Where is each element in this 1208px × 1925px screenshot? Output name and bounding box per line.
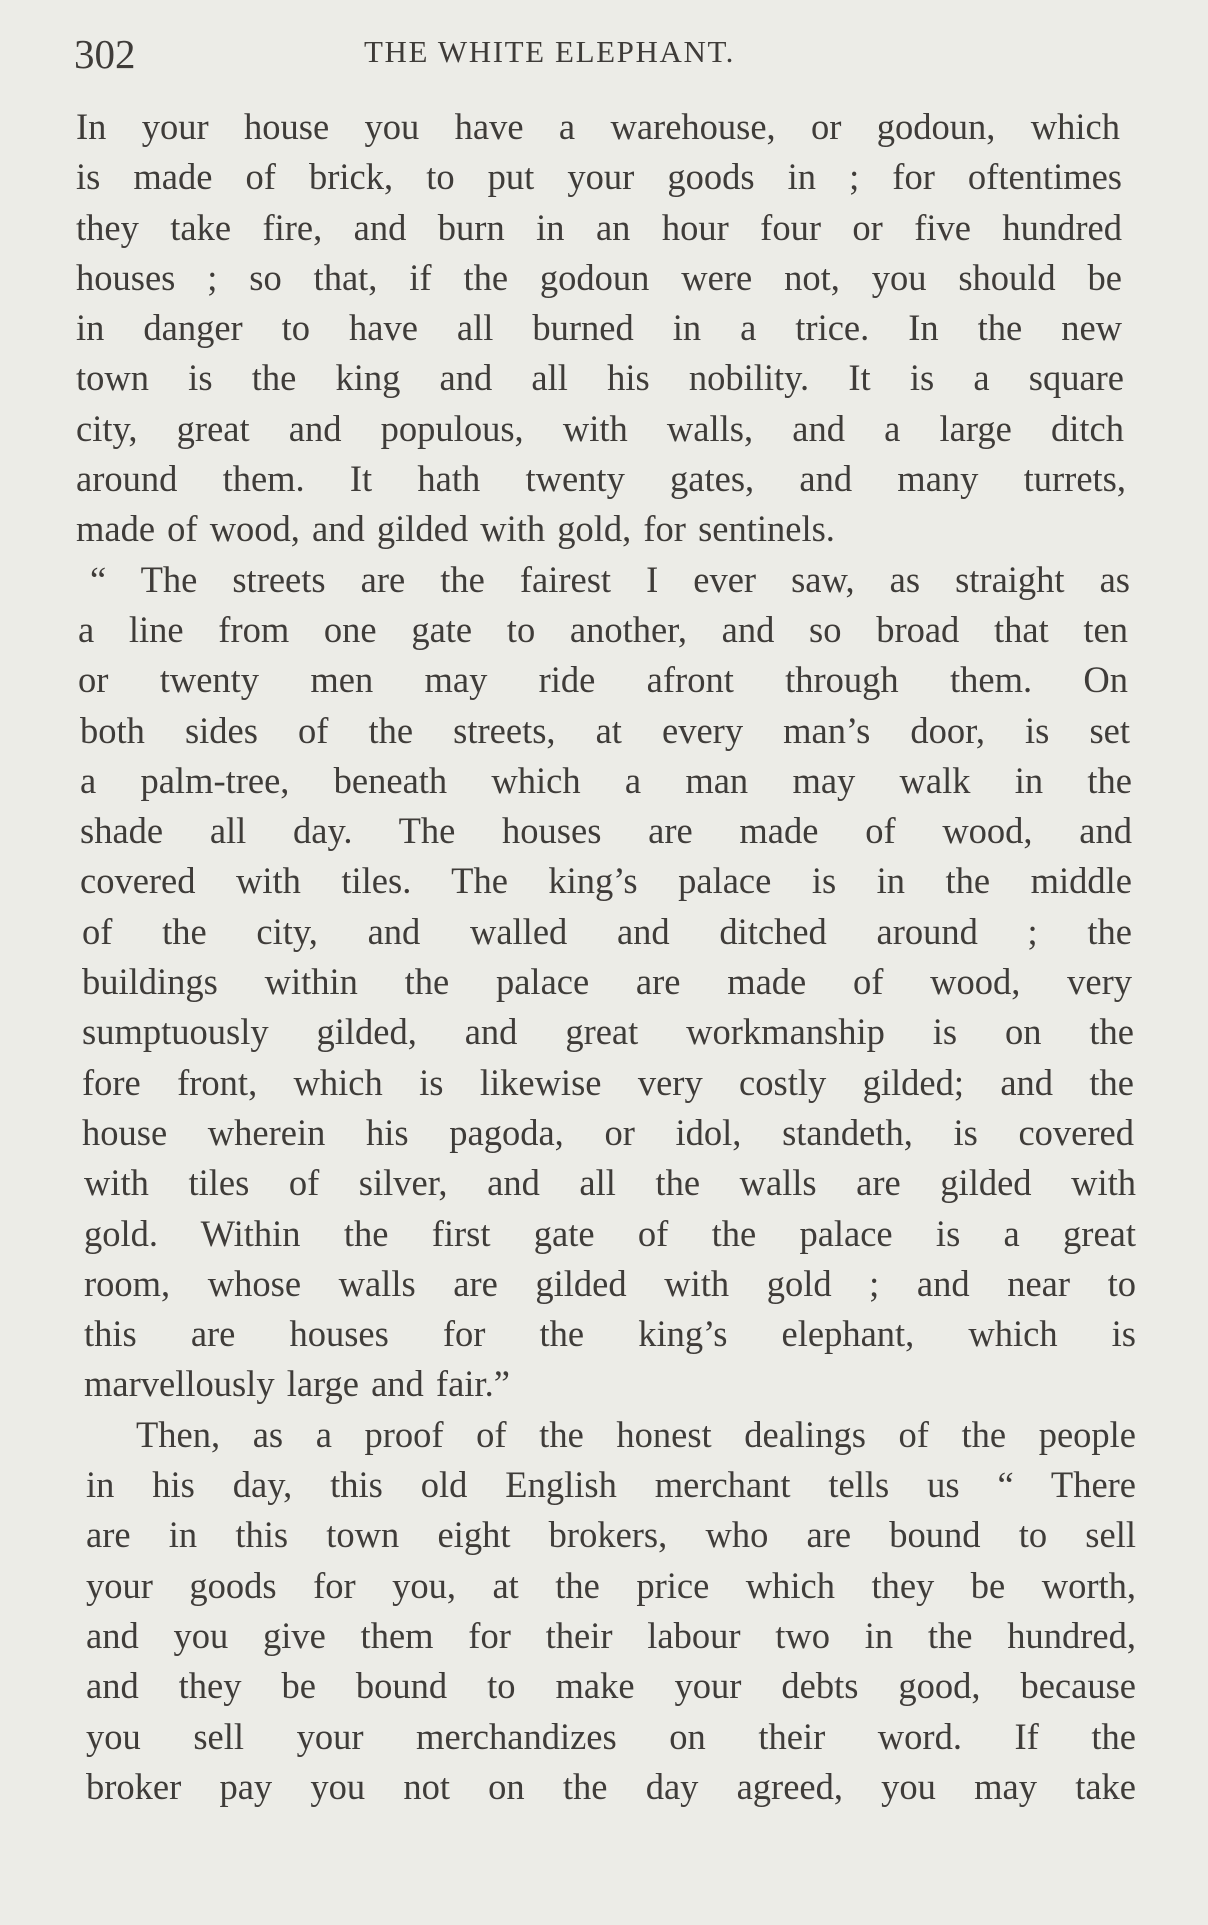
- running-title: THE WHITE ELEPHANT.: [364, 34, 736, 69]
- text-line: marvellously large and fair.”: [84, 1363, 510, 1405]
- text-line: of the city, and walled and ditched around ; the: [82, 910, 1132, 952]
- text-line: Then, as a proof of the honest dealings of the people: [136, 1413, 1136, 1455]
- text-line: and they be bound to make your debts good, because: [86, 1665, 1136, 1707]
- text-line: around them. It hath twenty gates, and many turrets,: [76, 458, 1126, 500]
- text-line: are in this town eight brokers, who are bound to sell: [86, 1514, 1136, 1556]
- text-line: buildings within the palace are made of wood, very: [82, 961, 1132, 1003]
- text-line: they take fire, and burn in an hour four or five hundred: [76, 206, 1122, 248]
- text-line: both sides of the streets, at every man’s door, is set: [80, 709, 1130, 751]
- text-line: town is the king and all his nobility. It is a square: [76, 357, 1124, 399]
- page-number: 302: [74, 31, 136, 77]
- text-line: fore front, which is likewise very costly gilded; and the: [82, 1061, 1134, 1103]
- text-line: houses ; so that, if the godoun were not, you should be: [76, 256, 1122, 298]
- text-line: house wherein his pagoda, or idol, standeth, is covered: [82, 1111, 1134, 1153]
- text-line: shade all day. The houses are made of wood, and: [80, 810, 1132, 852]
- text-line: or twenty men may ride afront through them. On: [78, 659, 1128, 701]
- page-header: [74, 28, 1134, 88]
- text-line: a palm-tree, beneath which a man may walk in the: [80, 759, 1132, 801]
- text-line: in danger to have all burned in a trice. In the new: [76, 307, 1122, 349]
- text-line: In your house you have a warehouse, or godoun, which: [76, 106, 1120, 147]
- text-line: a line from one gate to another, and so broad that ten: [78, 608, 1128, 650]
- text-line: in his day, this old English merchant tells us “ There: [86, 1464, 1136, 1506]
- text-line: city, great and populous, with walls, and a large ditch: [76, 407, 1124, 449]
- text-line: covered with tiles. The king’s palace is in the middle: [80, 860, 1132, 902]
- text-line: with tiles of silver, and all the walls are gilded with: [84, 1162, 1136, 1204]
- text-line: and you give them for their labour two in the hundred,: [86, 1614, 1136, 1656]
- text-line: broker pay you not on the day agreed, you may take: [86, 1765, 1136, 1807]
- text-line: your goods for you, at the price which they be worth,: [86, 1564, 1136, 1606]
- text-line: room, whose walls are gilded with gold ; and near to: [84, 1262, 1136, 1304]
- text-line: you sell your merchandizes on their word. If the: [86, 1715, 1136, 1757]
- text-line: made of wood, and gilded with gold, for sentinels.: [76, 508, 835, 550]
- text-line: this are houses for the king’s elephant, which is: [84, 1313, 1136, 1355]
- text-line: gold. Within the first gate of the palace is a great: [84, 1212, 1136, 1254]
- text-line: “ The streets are the fairest I ever saw, as straight as: [90, 558, 1130, 600]
- text-line: sumptuously gilded, and great workmanship is on the: [82, 1011, 1134, 1053]
- body-text: [76, 102, 1136, 1812]
- text-line: is made of brick, to put your goods in ; for oftentimes: [76, 156, 1122, 198]
